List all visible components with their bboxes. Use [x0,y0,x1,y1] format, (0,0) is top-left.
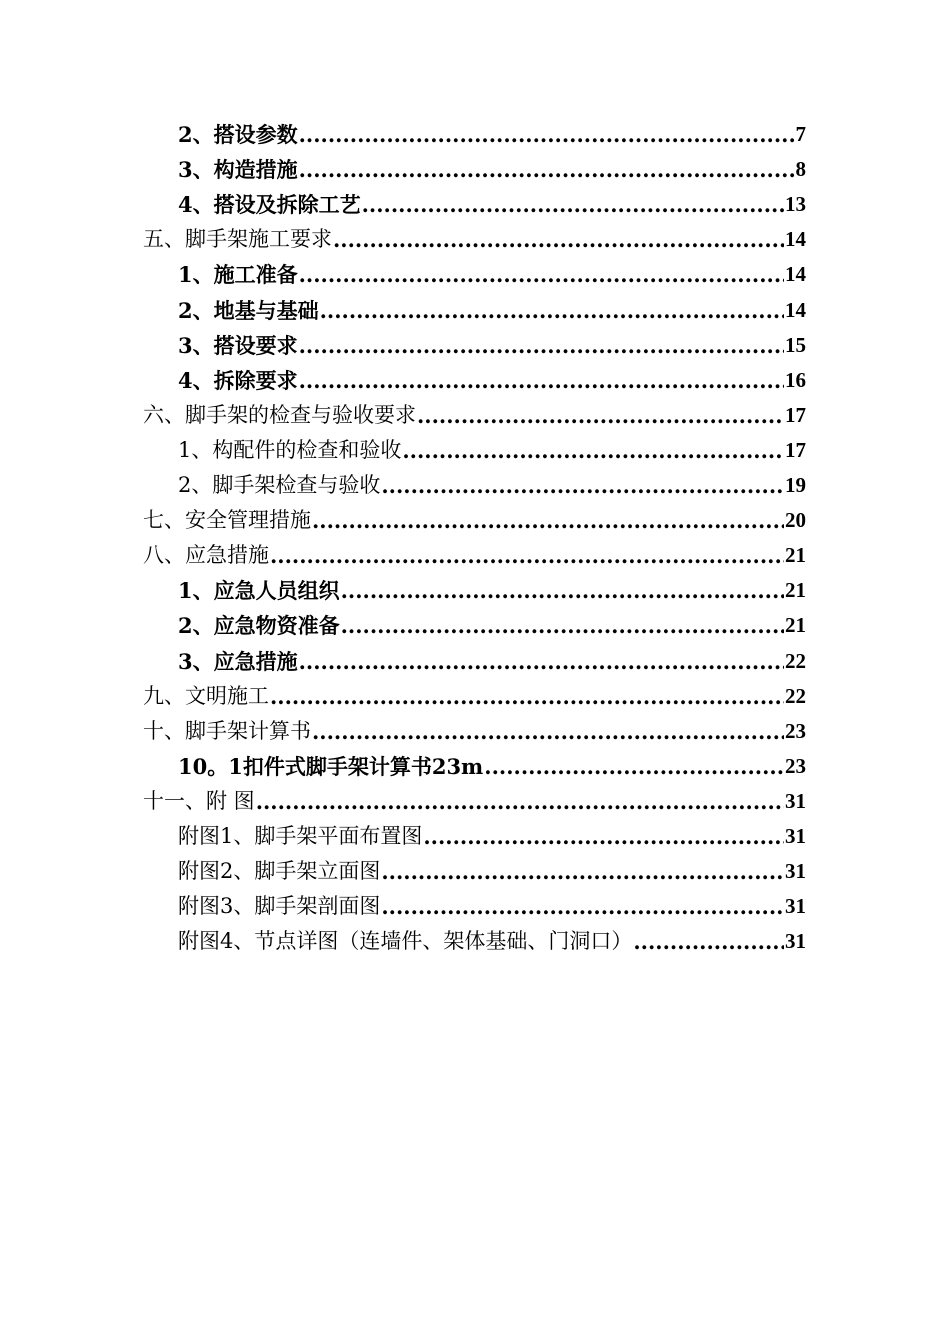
toc-page-number: 17 [785,437,806,462]
toc-entry-label: 九、文明施工 [143,683,269,708]
toc-dot-leader [423,819,784,854]
toc-entry-label: 1、应急人员组织 [178,578,340,604]
toc-page-number: 13 [785,192,806,217]
toc-dot-leader [341,608,784,643]
toc-dot-leader [320,293,784,328]
toc-dot-leader [299,257,784,292]
toc-dot-leader [402,433,784,468]
toc-dot-leader [256,784,784,819]
toc-entry[interactable] [178,328,806,363]
toc-entry-label: 八、应急措施 [143,543,269,568]
toc-page-number: 17 [785,402,806,427]
toc-entry[interactable] [143,398,806,433]
toc-page-number: 20 [785,508,806,533]
toc-entry-label: 附图4、节点详图（连墙件、架体基础、门洞口） [178,929,633,954]
toc-entry-label: 2、搭设参数 [178,122,298,147]
toc-entry[interactable] [178,257,806,292]
toc-page-number: 14 [785,297,806,322]
toc-page-number: 31 [785,824,806,848]
toc-dot-leader [312,503,784,538]
toc-dot-leader [299,328,784,363]
toc-page-number: 16 [785,367,806,392]
toc-dot-leader [381,854,784,889]
toc-page-number: 21 [785,543,806,568]
toc-dot-leader [312,714,784,749]
toc-page-number: 15 [785,332,806,357]
toc-page-number: 31 [785,929,806,954]
toc-entry[interactable] [178,363,806,398]
toc-entry[interactable] [178,573,806,608]
toc-dot-leader [381,889,784,924]
toc-entry[interactable] [143,538,806,573]
toc-dot-leader [270,538,784,573]
toc-dot-leader [417,398,784,433]
toc-entry-label: 2、地基与基础 [178,297,319,323]
toc-entry-label: 3、应急措施 [178,648,298,674]
toc-entry-label: 10。1扣件式脚手架计算书23m [178,753,484,779]
toc-dot-leader [299,152,795,187]
toc-entry[interactable] [178,117,806,152]
toc-entry[interactable] [178,608,806,643]
toc-entry-label: 3、搭设要求 [178,332,298,358]
toc-page-number: 14 [785,227,806,252]
toc-entry[interactable] [178,293,806,328]
toc-dot-leader [484,749,784,784]
toc-dot-leader [381,468,784,503]
toc-dot-leader [299,644,784,679]
toc-entry-label: 2、脚手架检查与验收 [178,473,381,497]
toc-entry-label: 1、施工准备 [178,262,298,288]
toc-entry[interactable] [178,819,806,854]
toc-entry-label: 4、拆除要求 [178,367,298,393]
toc-page-number: 23 [785,753,806,778]
toc-dot-leader [299,117,795,152]
toc-page-number: 31 [785,859,806,884]
toc-entry[interactable] [143,503,806,538]
toc-entry-label: 1、构配件的检查和验收 [178,437,402,462]
toc-page-number: 23 [785,718,806,743]
toc-page-number: 31 [785,788,806,813]
toc-entry[interactable] [143,222,806,257]
toc-page-number: 19 [785,473,806,497]
toc-entry-label: 附图2、脚手架立面图 [178,859,381,884]
toc-page-number: 22 [785,648,806,673]
toc-entry[interactable] [178,749,806,784]
toc-page-number: 8 [795,157,806,182]
toc-entry-label: 十、脚手架计算书 [143,718,311,743]
toc-entry[interactable] [143,714,806,749]
toc-entry[interactable] [178,889,806,924]
toc-page-number: 14 [785,262,806,287]
toc-entry[interactable] [178,468,806,503]
toc-entry-label: 2、应急物资准备 [178,613,340,639]
toc-dot-leader [633,924,784,959]
toc-entry-label: 十一、附 图 [143,788,255,813]
toc-entry-label: 4、搭设及拆除工艺 [178,192,361,218]
toc-entry[interactable] [178,854,806,889]
toc-entry-label: 3、构造措施 [178,157,298,183]
toc-dot-leader [299,363,784,398]
toc-dot-leader [362,187,784,222]
toc-dot-leader [341,573,784,608]
toc-entry-label: 七、安全管理措施 [143,508,311,533]
toc-entry-label: 五、脚手架施工要求 [143,227,332,252]
toc-dot-leader [270,679,784,714]
toc-entry[interactable] [143,784,806,819]
toc-page-number: 21 [785,613,806,638]
toc-entry[interactable] [143,679,806,714]
toc-entry[interactable] [178,433,806,468]
toc-dot-leader [333,222,784,257]
toc-entry[interactable] [178,924,806,959]
toc-entry-label: 附图1、脚手架平面布置图 [178,824,423,848]
toc-entry[interactable] [178,152,806,187]
toc-page-number: 7 [795,122,806,146]
toc-page-number: 22 [785,683,806,708]
toc-entry-label: 附图3、脚手架剖面图 [178,894,381,919]
toc-entry-label: 六、脚手架的检查与验收要求 [143,402,416,427]
toc-page-number: 31 [785,894,806,919]
toc-entry[interactable] [178,187,806,222]
toc-page-number: 21 [785,578,806,603]
toc-entry[interactable] [178,644,806,679]
